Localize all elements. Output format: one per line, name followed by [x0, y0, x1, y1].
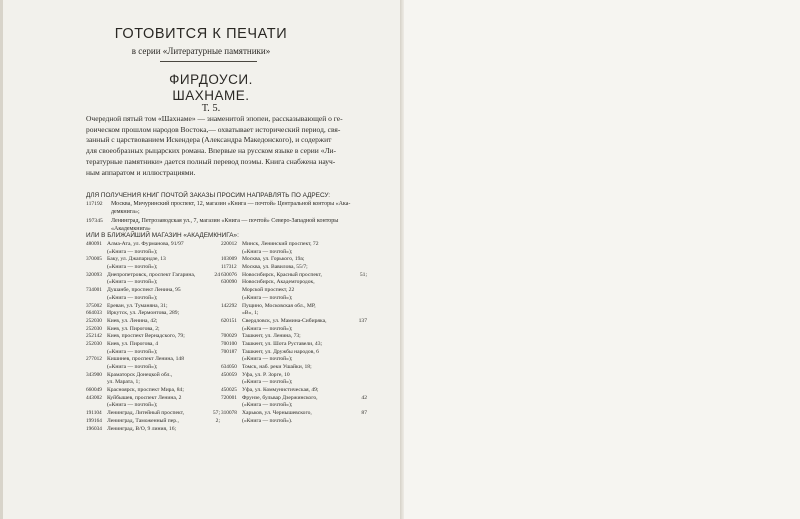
postal-code: 630090	[221, 279, 237, 286]
store-address-text: Днепропетровск, проспект Гагарина,	[107, 271, 196, 278]
house-number	[365, 418, 367, 426]
store-address-line	[221, 364, 367, 372]
postal-code: 480091	[86, 241, 102, 247]
address-line: Москва, Мичуринский проспект, 12, магазин «Книга — почтой» Центральной конторы «Ака-	[111, 201, 351, 207]
store-address-text: Томск, наб. реки Ушайки, 18;	[242, 364, 312, 370]
store-address-text: Киев, ул. Ленина, 42;	[107, 317, 158, 324]
house-number	[365, 333, 367, 341]
store-address-line	[221, 410, 367, 418]
postal-code: 320093	[86, 271, 102, 278]
postal-code	[86, 264, 107, 272]
store-address-line	[86, 256, 220, 264]
house-number: 42	[361, 394, 367, 401]
store-address-line	[221, 241, 367, 249]
store-address-line	[221, 356, 367, 364]
house-number	[365, 295, 367, 303]
house-number	[365, 279, 367, 287]
store-address-line	[221, 318, 367, 326]
store-address-text: («Книга — почтой»);	[242, 402, 293, 409]
store-address-line	[86, 279, 220, 287]
store-address-text: Душанбе, проспект Ленина, 95	[107, 287, 181, 294]
store-address-line	[86, 249, 220, 257]
house-number	[365, 303, 367, 311]
postal-code: 375002	[86, 302, 102, 309]
right-page-blank	[404, 0, 800, 519]
house-number: 57;	[212, 410, 220, 417]
store-address-text: («Книга — почтой»);	[242, 379, 293, 386]
store-address-line	[221, 303, 367, 311]
house-number	[365, 379, 367, 387]
postal-code: 450059	[221, 371, 237, 378]
house-number	[365, 326, 367, 334]
house-number	[218, 310, 220, 318]
house-number	[218, 279, 220, 287]
house-number	[218, 264, 220, 272]
store-address-line	[221, 272, 367, 280]
postal-code	[86, 349, 107, 357]
store-address-text: Уфа, ул. Р. Зорге, 10	[242, 371, 290, 378]
store-address-text: Куйбышев, проспект Ленина, 2	[107, 394, 182, 401]
postal-code: 700187	[221, 348, 237, 355]
house-number	[365, 249, 367, 257]
house-number	[365, 364, 367, 372]
postal-code: 196034	[86, 425, 102, 432]
postal-code	[221, 310, 242, 318]
postal-code: 630076	[221, 271, 237, 278]
postal-code	[86, 379, 107, 387]
postal-code	[86, 402, 107, 410]
house-number	[365, 341, 367, 349]
house-number	[218, 256, 220, 264]
postal-code: 252030	[86, 317, 102, 324]
house-number	[218, 356, 220, 364]
postal-code: 343900	[86, 371, 102, 378]
postal-code	[221, 295, 242, 303]
store-address-text: («Книга — почтой»);	[107, 279, 158, 286]
postal-code: 700029	[221, 333, 237, 340]
store-address-text: Алма-Ата, ул. Фурманова, 91/97	[107, 241, 184, 247]
house-number: 137	[358, 317, 367, 324]
store-address-line	[86, 372, 220, 380]
store-address-text: Ташкент, ул. Дружбы народов, 6	[242, 348, 319, 355]
mail-order-heading: ДЛЯ ПОЛУЧЕНИЯ КНИГ ПОЧТОЙ ЗАКАЗЫ ПРОСИМ НАПРАВЛЯТЬ ПО АДРЕСУ:	[86, 192, 331, 199]
postal-code: 117312	[221, 264, 237, 271]
store-address-line	[221, 341, 367, 349]
house-number	[218, 333, 220, 341]
description-line: роическом прошлом народов Востока,— охватывает исторический период, свя-	[86, 124, 341, 134]
store-address-line	[86, 387, 220, 395]
store-address-text: Иркутск, ул. Лермонтова, 289;	[107, 310, 180, 317]
house-number	[365, 310, 367, 318]
store-address-line	[221, 395, 367, 403]
store-address-line	[221, 287, 367, 295]
house-number	[218, 364, 220, 372]
store-address-line	[86, 426, 220, 434]
store-address-text: («Книга — почтой»).	[242, 417, 293, 424]
store-address-text: Ереван, ул. Туманяна, 31;	[107, 302, 168, 309]
store-address-text: («Книга — почтой»);	[107, 402, 158, 409]
postal-code: 664033	[86, 310, 102, 317]
store-address-text: Минск, Ленинский проспект, 72	[242, 241, 319, 247]
house-number	[218, 402, 220, 410]
house-number	[218, 395, 220, 403]
store-address-text: («Книга — почтой»);	[107, 248, 158, 255]
postal-code: 734001	[86, 287, 102, 294]
postal-code: 252030	[86, 325, 102, 332]
description-line: ным аппаратом и иллюстрациями.	[86, 167, 196, 177]
store-address-text: Красноярск, проспект Мира, 84;	[107, 387, 184, 394]
store-list-left	[86, 241, 220, 433]
store-address-line	[86, 326, 220, 334]
store-address-line	[221, 402, 367, 410]
postal-code: 197345	[86, 218, 103, 224]
postal-code: 252142	[86, 333, 102, 340]
store-address-line	[86, 303, 220, 311]
store-address-text: Киев, ул. Пирогова, 2;	[107, 325, 160, 332]
postal-code: 277012	[86, 356, 102, 363]
store-address-text: Ленинград, В/О, 9 линия, 16;	[107, 425, 177, 432]
store-address-line	[86, 410, 220, 418]
description-line: Очередной пятый том «Шахнаме» — знаменитой эпопеи, рассказывающей о ге-	[86, 114, 343, 123]
store-address-line	[86, 272, 220, 280]
store-address-text: («Книга — почтой»);	[242, 248, 293, 255]
postal-code	[221, 402, 242, 410]
house-number	[365, 372, 367, 380]
store-address-line	[86, 418, 220, 426]
store-address-line	[221, 418, 367, 426]
house-number: 2;	[215, 417, 220, 424]
postal-code	[221, 356, 242, 364]
postal-code	[221, 249, 242, 257]
postal-code: 620151	[221, 317, 237, 324]
series-subtitle: в серии «Литературные памятники»	[131, 46, 271, 56]
house-number	[365, 241, 367, 249]
house-number	[365, 256, 367, 264]
store-address-line	[221, 379, 367, 387]
store-address-line	[86, 333, 220, 341]
house-number	[218, 379, 220, 387]
store-address-text: Баку, ул. Джапаридзе, 13	[107, 256, 166, 263]
store-address-text: Новосибирск, Академгородок,	[242, 279, 315, 286]
house-number	[365, 387, 367, 395]
house-number	[218, 349, 220, 357]
postal-code: 660049	[86, 387, 102, 394]
house-number	[218, 241, 220, 249]
description-line: занный с царствованием Искендера (Александра Македонского), и содержит	[86, 135, 332, 145]
store-address-line	[86, 364, 220, 372]
store-address-text: Киев, ул. Пирогова, 4	[107, 340, 159, 347]
postal-code	[86, 279, 107, 287]
book-volume: Т. 5.	[201, 103, 221, 114]
postal-code	[221, 379, 242, 387]
house-number	[365, 402, 367, 410]
store-address-text: Кишинев, проспект Ленина, 148	[107, 356, 185, 363]
mail-order-address	[86, 200, 386, 216]
address-line: «Академкнига»	[111, 226, 151, 233]
store-address-text: ул. Марата, 1;	[107, 379, 140, 386]
store-address-text: Ленинград, Таможенный пер.,	[107, 417, 179, 424]
house-number	[218, 249, 220, 257]
store-address-text: («Книга — почтой»);	[242, 294, 293, 301]
address-line: демкнига»;	[111, 209, 140, 216]
store-address-line	[221, 326, 367, 334]
store-address-text: Краматорск Донецкой обл.,	[107, 371, 173, 378]
postal-code	[86, 249, 107, 257]
postal-code: 634050	[221, 364, 237, 370]
store-address-text: («Книга — почтой»);	[107, 364, 158, 370]
store-address-line	[86, 341, 220, 349]
store-address-text: («Книга — почтой»);	[107, 264, 158, 271]
house-number: 87	[361, 410, 367, 417]
house-number	[365, 356, 367, 364]
store-address-line	[86, 395, 220, 403]
divider-rule	[160, 61, 257, 62]
store-address-text: Новосибирск, Красный проспект,	[242, 271, 322, 278]
postal-code	[221, 418, 242, 426]
store-address-text: («Книга — почтой»);	[242, 325, 293, 332]
postal-code: 220012	[221, 241, 237, 247]
house-number	[218, 287, 220, 295]
store-address-line	[86, 356, 220, 364]
house-number	[365, 264, 367, 272]
store-list-right	[221, 241, 367, 426]
store-address-text: Уфа, ул. Коммунистическая, 49;	[242, 387, 319, 394]
store-address-line	[221, 249, 367, 257]
postal-code	[86, 295, 107, 303]
postal-code: 142292	[221, 302, 237, 309]
store-address-line	[221, 349, 367, 357]
store-address-line	[221, 295, 367, 303]
postal-code: 370005	[86, 256, 102, 263]
store-address-line	[221, 372, 367, 380]
postal-code	[86, 364, 107, 372]
book-author: ФИРДОУСИ.	[169, 72, 253, 87]
house-number	[218, 341, 220, 349]
store-address-line	[86, 241, 220, 249]
store-address-line	[86, 349, 220, 357]
store-address-text: («Книга — почтой»);	[107, 348, 158, 355]
store-address-line	[86, 310, 220, 318]
store-address-line	[221, 333, 367, 341]
house-number	[365, 287, 367, 295]
store-address-line	[86, 402, 220, 410]
house-number: 24	[214, 271, 220, 278]
store-address-text: Ташкент, ул. Шота Руставели, 43;	[242, 340, 323, 347]
store-address-line	[86, 287, 220, 295]
postal-code	[221, 287, 242, 295]
postal-code: 450025	[221, 387, 237, 394]
store-address-text: Фрунзе, бульвар Дзержинского,	[242, 394, 318, 401]
store-address-line	[221, 256, 367, 264]
store-address-line	[86, 264, 220, 272]
store-address-text: Харьков, ул. Чернышевского,	[242, 410, 312, 417]
store-address-text: «В», 1;	[242, 310, 259, 317]
store-address-line	[86, 318, 220, 326]
book-title: ШАХНАМЕ.	[172, 88, 250, 103]
store-address-text: Ленинград, Литейный проспект,	[107, 410, 185, 417]
store-address-line	[86, 295, 220, 303]
house-number	[218, 303, 220, 311]
store-address-text: («Книга — почтой»);	[242, 356, 293, 363]
house-number	[218, 326, 220, 334]
postal-code: 117192	[86, 201, 103, 207]
page-heading: ГОТОВИТСЯ К ПЕЧАТИ	[114, 26, 288, 42]
store-address-line	[221, 310, 367, 318]
store-address-line	[221, 264, 367, 272]
store-address-line	[221, 279, 367, 287]
postal-code: 310078	[221, 410, 237, 417]
house-number	[218, 387, 220, 395]
store-address-text: Пущино, Московская обл., МР,	[242, 302, 316, 309]
postal-code: 700100	[221, 340, 237, 347]
store-address-text: («Книга — почтой»);	[107, 294, 158, 301]
postal-code: 191104	[86, 410, 102, 417]
store-address-text: Москва, ул. Вавилова, 55/7;	[242, 264, 308, 271]
house-number	[218, 372, 220, 380]
address-line: Ленинград, Петрозаводская ул., 7, магазин «Книга — почтой» Северо-Западной конторы	[111, 218, 339, 224]
postal-code: 720001	[221, 394, 237, 401]
stores-heading: ИЛИ В БЛИЖАЙШИЙ МАГАЗИН «АКАДЕМКНИГА»:	[86, 232, 239, 239]
postal-code: 443002	[86, 394, 102, 401]
house-number	[218, 318, 220, 326]
mail-order-address	[86, 217, 386, 233]
postal-code: 252030	[86, 340, 102, 347]
store-address-line	[221, 387, 367, 395]
store-address-line	[86, 379, 220, 387]
description-line: тературные памятники» дается полный перевод поэмы. Книга снабжена науч-	[86, 156, 336, 166]
store-address-text: Морской проспект, 22	[242, 287, 295, 294]
postal-code: 199164	[86, 417, 102, 424]
postal-code	[221, 326, 242, 334]
house-number	[218, 426, 220, 434]
store-address-text: Киев, проспект Вернадского, 79;	[107, 333, 185, 340]
house-number: 51;	[359, 271, 367, 278]
house-number	[365, 349, 367, 357]
house-number	[218, 295, 220, 303]
store-address-text: Ташкент, ул. Ленина, 73;	[242, 333, 301, 340]
book-description	[86, 114, 367, 178]
description-line: для своеобразных рыцарских романа. Впервые на русском языке в серии «Ли-	[86, 146, 337, 156]
postal-code: 103009	[221, 256, 237, 263]
store-address-text: Москва, ул. Горького, 19а;	[242, 256, 305, 263]
store-address-text: Свердловск, ул. Мамина-Сибиряка,	[242, 317, 327, 324]
